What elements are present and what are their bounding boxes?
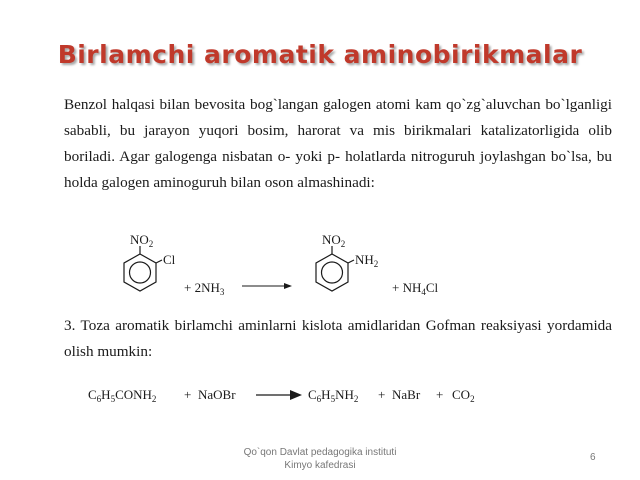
paragraph-hofmann-reaction — [64, 313, 612, 365]
plus-sign-2: + — [378, 387, 386, 402]
page-number: 6 — [590, 452, 596, 463]
reactant-no2-label: $NO_2$ — [130, 232, 154, 249]
slide-title: Birlamchi aromatik aminobirikmalar — [57, 40, 583, 69]
reactant-cl-label: Cl — [163, 252, 176, 267]
reaction-scheme-2 — [80, 377, 540, 411]
reaction-arrow-2 — [256, 390, 302, 400]
reactant-benzene-ring — [124, 246, 162, 291]
reaction-arrow-1 — [242, 283, 292, 289]
byproduct-co2: $CO_2$ — [452, 387, 475, 404]
reagent-naobr: NaOBr — [198, 387, 236, 402]
reaction-scheme-1 — [100, 232, 520, 312]
reagent-ammonia: + $2NH_3$ — [184, 280, 225, 297]
plus-sign-1: + — [184, 387, 192, 402]
byproduct-nabr: NaBr — [392, 387, 421, 402]
paragraph-2-text: 3. Toza aromatik birlamchi aminlarni kislota amidlaridan Gofman reaksiyasi yordamida olish mumkin: — [64, 317, 612, 360]
product-benzene-ring — [316, 246, 354, 291]
paragraph-1-text: Benzol halqasi bilan bevosita bog`langan galogen atomi kam qo`zg`aluvchan bo`lganligi sababli, bu jarayon yuqori bosim, harorat va mis birikmalari katalizatorligida olib boriladi. Agar galogenga nisbatan o- yoki p- holatlarda nitroguruh joylashgan bo`lsa, bu holda galogen aminoguruh bilan oson almashinadi: — [64, 96, 612, 191]
slide-footer — [200, 446, 440, 472]
product-nh2-label: $NH_2$ — [355, 252, 379, 269]
paragraph-halogen-substitution — [64, 92, 612, 196]
plus-sign-3: + — [436, 387, 444, 402]
byproduct-ammonium-chloride: + $NH_4Cl$ — [392, 280, 439, 297]
reactant-benzamide: $C_6H_5CONH_2$ — [88, 387, 157, 404]
product-no2-label: $NO_2$ — [322, 232, 346, 249]
footer-institution: Qo`qon Davlat pedagogika instituti — [243, 447, 397, 458]
footer-department: Kimyo kafedrasi — [284, 460, 356, 471]
product-aniline: $C_6H_5NH_2$ — [308, 387, 359, 404]
